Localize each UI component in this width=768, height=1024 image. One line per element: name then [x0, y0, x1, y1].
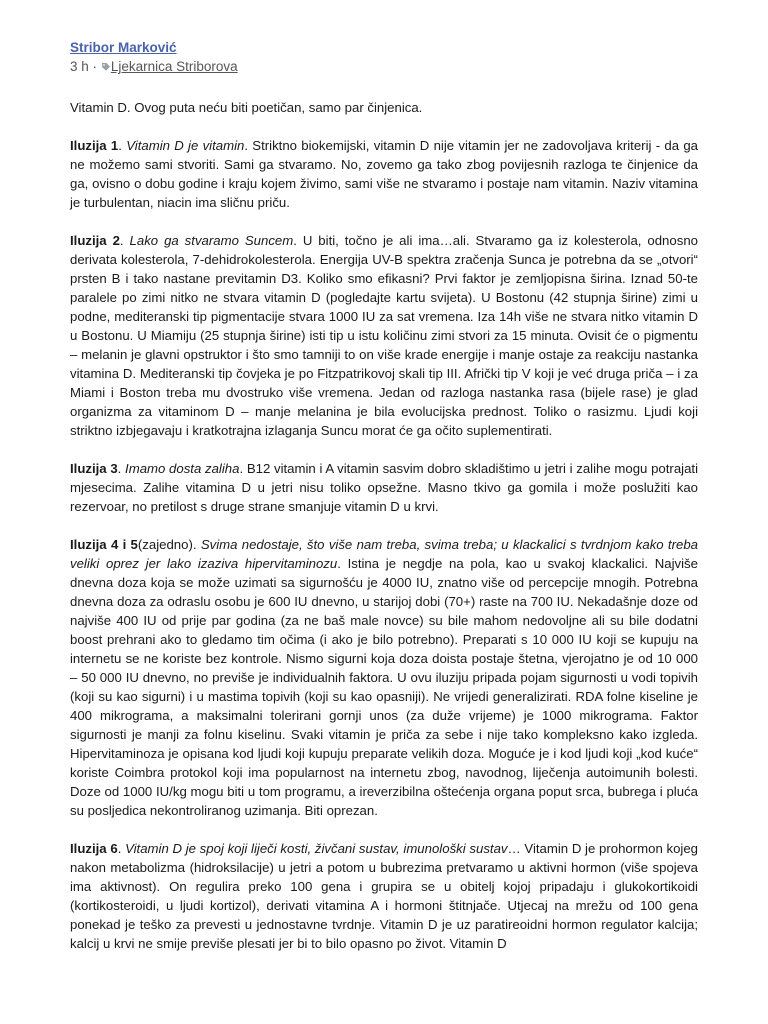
section-iluzija-1: [70, 136, 698, 212]
location-tag-icon: [101, 62, 111, 72]
section-label: Iluzija 3: [70, 461, 118, 476]
section-separator: .: [117, 461, 126, 476]
section-label: Iluzija 1: [70, 138, 119, 153]
section-separator: (zajedno).: [137, 537, 201, 552]
section-iluzija-6: [70, 839, 698, 953]
section-body: . B12 vitamin i A vitamin sasvim dobro skladištimo u jetri i zalihe mogu potrajati mjesecima. Zalihe vitamina D u jetri nisu toliko opsežne. Masno tkivo ga gomila i može poslužiti kao rezervoar, no pretilost s druge strane smanjuje vitamin D u krvi.: [70, 461, 699, 514]
section-claim: Svima nedostaje, što više nam treba, svima treba; u klackalici s tvrdnjom kako treba veliki oprez jer lako izaziva hipervitaminozu: [70, 537, 698, 571]
section-separator: .: [118, 138, 127, 153]
section-claim: Lako ga stvaramo Suncem: [129, 233, 294, 248]
post-meta: [70, 57, 698, 76]
section-iluzija-2: [70, 231, 698, 440]
section-separator: .: [117, 841, 126, 856]
section-body: . Striktno biokemijski, vitamin D nije vitamin jer ne zadovoljava kriterij - da ga ne možemo sami stvoriti. Sami ga stvaramo. No, zovemo ga tako zbog povijesnih razloga te činjenice da ga, ovisno o dobu godine i kraju kojem živimo, sami više ne stvaramo i postaje nam vitamin. Naziv vitamina je turbulentan, niacin ima sličnu priču.: [70, 138, 698, 210]
section-iluzija-3: [70, 459, 698, 516]
intro-paragraph: Vitamin D. Ovog puta neću biti poetičan, samo par činjenica.: [70, 100, 423, 115]
section-claim: Vitamin D je spoj koji liječi kosti, živčani sustav, imunološki sustav: [125, 841, 508, 856]
post-time[interactable]: 3 h: [70, 59, 89, 74]
section-separator: .: [119, 233, 130, 248]
location-link[interactable]: Ljekarnica Striborova: [110, 59, 238, 74]
section-claim: Vitamin D je vitamin: [126, 138, 245, 153]
section-body: . U biti, točno je ali ima…ali. Stvaramo ga iz kolesterola, odnosno derivata kolesterola, 7-dehidrokolesterola. Energija UV-B spektra zračenja Sunca je potrebna da se „otvori“ prsten B i tako nastane previtamin D3. Koliko smo efikasni? Prvi faktor je zemljopisna širina. Iznad 50-te paralele po zimi nitko ne stvara vitamin D (pogledajte kartu svijeta). U Bostonu (42 stupnja širine) zimi u podne, mediteranski tip pigmentacije stvara 1000 IU za sat vremena. Iza 14h više ne stvara nitko vitamin D u Bostonu. U Miamiju (25 stupnja širine) isti tip u istu količinu zimi stvori za 15 minuta. Ovisit će o pigmentu – melanin je glavni opstruktor i što smo tamniji to on više krade energije i manje ostaje za reakciju nastanka vitamina D. Mediteranski tip čovjeka je po Fitzpatrikovoj skali tip III. Afrički tip V koji je već druga priča – i za Miami i Boston treba mu dvostruko više vremena. Jedan od razloga nastanka rasa (bijele rase) je glad organizma za vitaminom D – manje melanina je bila evolucijska prednost. Toliko o rasizmu. Ljudi koji striktno izbjegavaju i kratkotrajna izlaganja Suncu morat će ga očito suplementirati.: [70, 233, 698, 438]
post-header: [70, 38, 698, 76]
section-label: Iluzija 6: [70, 841, 118, 856]
meta-separator: ·: [92, 59, 98, 74]
section-body: . Istina je negdje na pola, kao u svakoj klackalici. Najviše dnevna doza koja se može uzimati sa sigurnošću je 4000 IU, znatno više od percepcije mnogih. Potrebna dnevna doza za odraslu osobu je 600 IU dnevno, u starijoj dobi (70+) raste na 700 IU. Nekadašnje doze od najviše 400 IU od prije par godina (za ne baš male novce) su bile mahom nedovoljne ali su bile dodatni boost prehrani ako to gledamo tim očima (i ako je bilo potrebno). Preparati s 10 000 IU koji se kupuju na internetu se ne koriste bez kontrole. Nismo sigurni koja doza doista postaje štetna, vjerojatno je od 10 000 – 50 000 IU dnevno, no previše je individualnih faktora. U ovu iluziju pripada pojam sigurnosti u vodi topivih (koji su kao sigurni) i u mastima topivih (koji su kao opasniji). Ne vrijedi generalizirati. RDA folne kiseline je 400 mikrograma, a maksimalni tolerirani gornji unos (za duže vrijeme) je 1000 mikrograma. Faktor sigurnosti je manji za folnu kiselinu. Svaki vitamin je priča za sebe i nije tako kompleksno kako izgleda. Hipervitaminoza je opisana kod ljudi koji kupuju preparate velikih doza. Moguće je i kod ljudi koji „kod kuće“ koriste Coimbra protokol koji ima popularnost na internetu zbog, navodnog, liječenja autoimunih bolesti. Doze od 1000 IU/kg mogu biti u tom programu, a ireverzibilna oštećenja organa poput srca, bubrega i pluća su posljedica nekontroliranog uzimanja. Biti oprezan.: [70, 556, 698, 818]
section-body: … Vitamin D je prohormon kojeg nakon metabolizma (hidroksilacije) u jetri a potom u bubrezima pretvaramo u aktivni hormon (više spojeva ima aktivnost). On regulira preko 100 gena i grupira se u obitelj kojoj pripadaju i glukokortikoidi (kortikosteroidi, u ljudi kortizol), derivati vitamina A i hormoni štitnjače. Utjecaj na mrežu od 100 gena ponekad je teško za prevesti u jednostavne tvrdnje. Vitamin D je uz paratireoidni hormon regulator kalcija; kalcij u krvi ne smije previše plesati jer bi to bilo opasno po život. Vitamin D: [70, 841, 699, 951]
section-iluzija-4-5: [70, 535, 698, 820]
author-name-link[interactable]: Stribor Marković: [70, 40, 177, 55]
section-claim: Imamo dosta zaliha: [125, 461, 240, 476]
section-label: Iluzija 2: [70, 233, 120, 248]
section-label: Iluzija 4 i 5: [70, 537, 138, 552]
